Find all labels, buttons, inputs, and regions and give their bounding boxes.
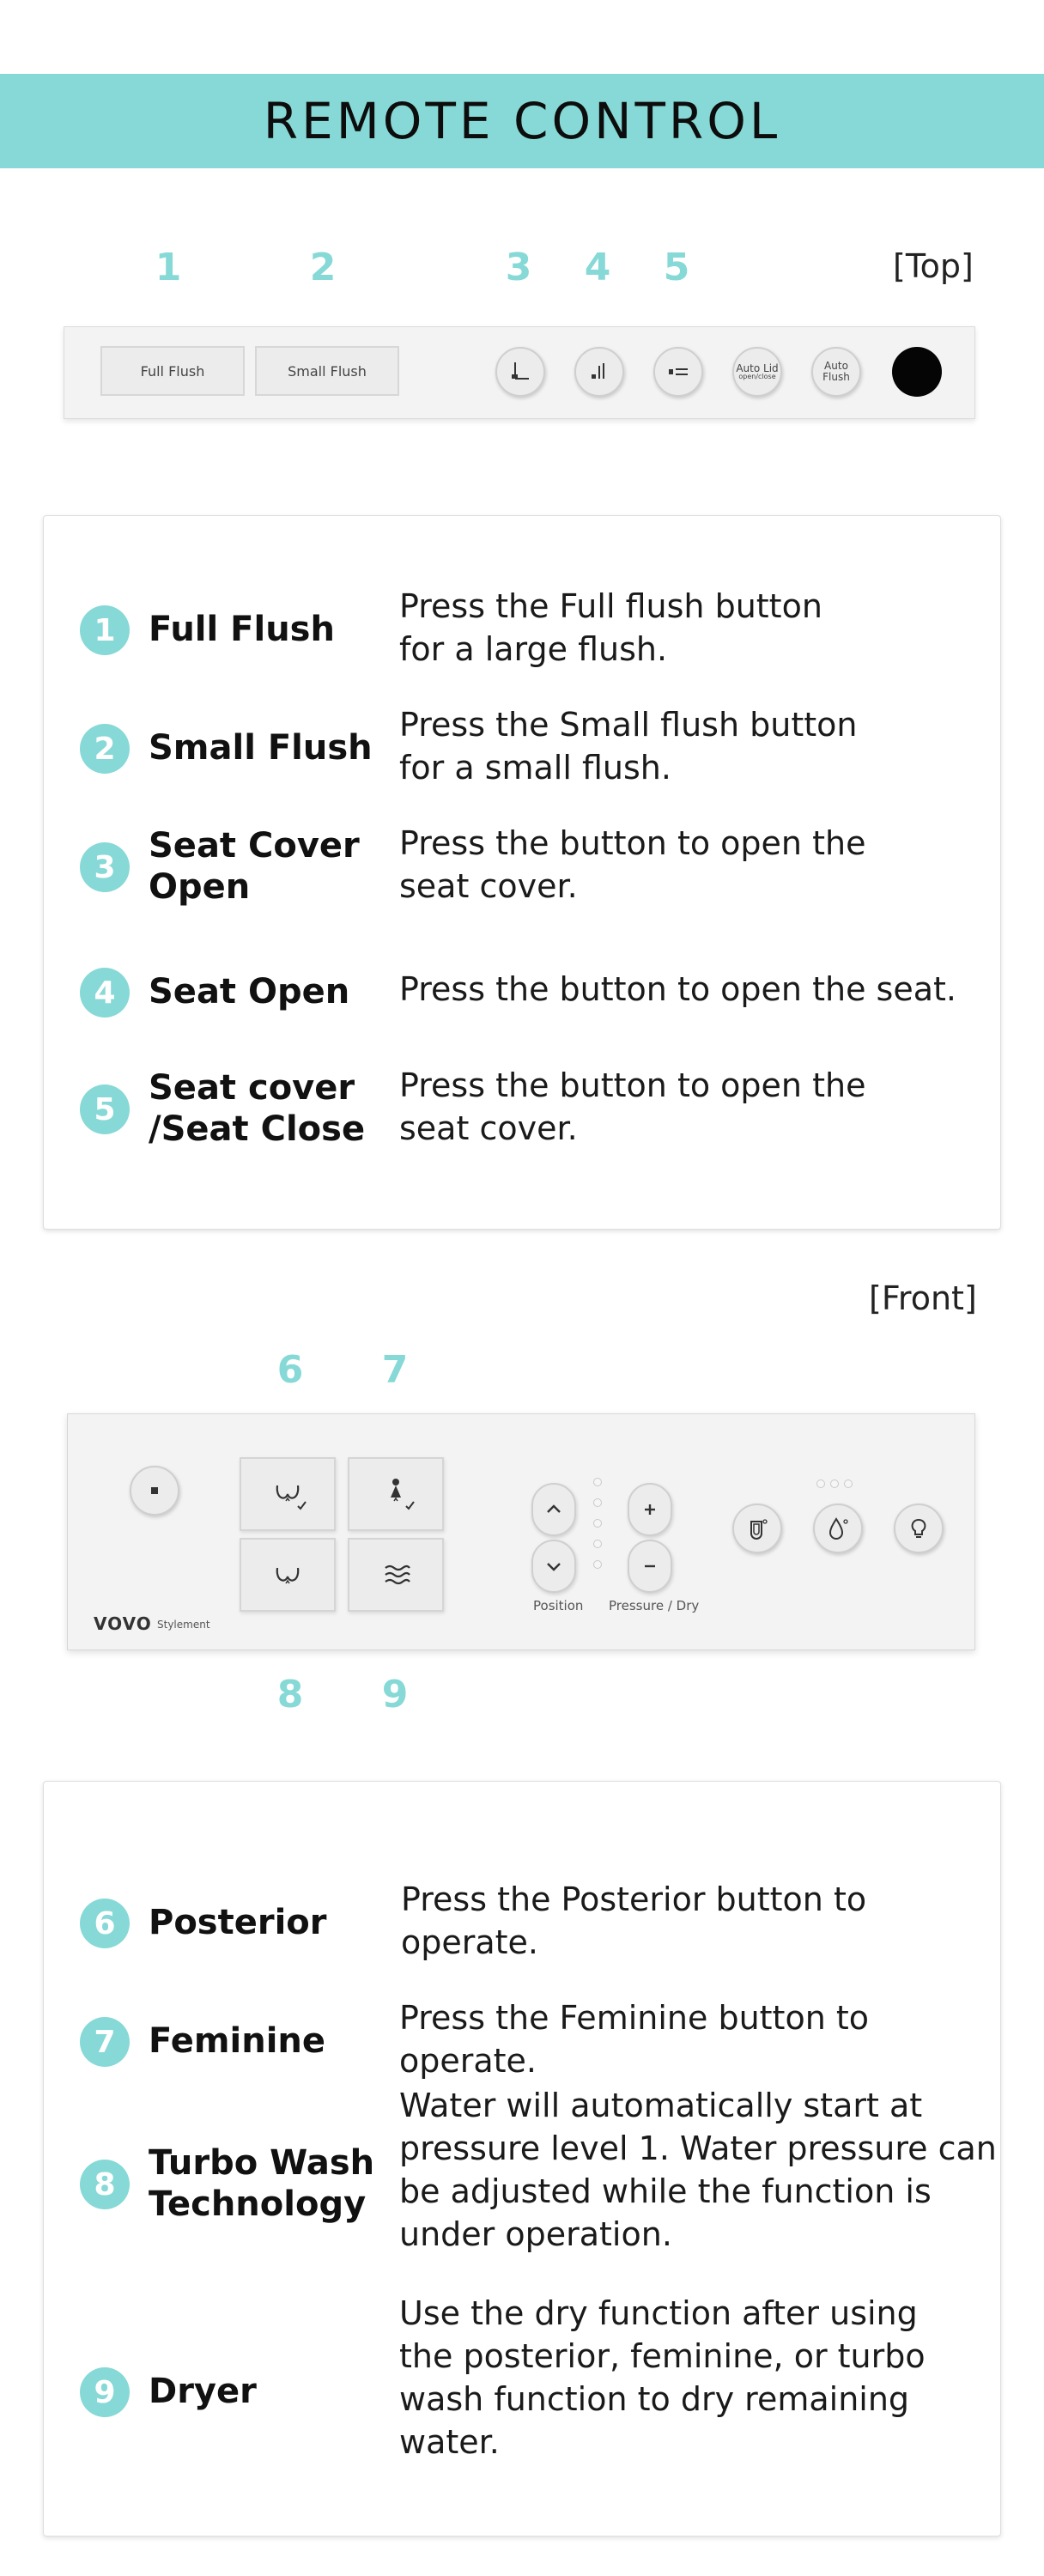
posterior-icon (269, 1475, 307, 1513)
function-description-line3: be adjusted while the function is (399, 2172, 932, 2210)
feminine-button[interactable] (348, 1457, 444, 1531)
function-description-line2: operate. (399, 2042, 537, 2080)
nozzle-clean-icon (743, 1514, 772, 1543)
function-description-line1: Press the Feminine button to (399, 1999, 870, 2037)
sensor-dot (892, 347, 942, 397)
pressure-minus-button[interactable] (628, 1540, 672, 1593)
function-description-line1: Use the dry function after using (399, 2294, 918, 2332)
function-description-line2: operate. (401, 1923, 539, 1961)
indicator-led (830, 1479, 839, 1488)
turbo-wash-button[interactable] (240, 1538, 336, 1612)
pressure-plus-button[interactable] (628, 1483, 672, 1536)
light-bulb-icon (904, 1514, 933, 1543)
auto-flush-button[interactable] (811, 347, 861, 397)
seat-open-button[interactable] (574, 347, 624, 397)
function-name: Posterior (149, 1903, 327, 1942)
function-name: Small Flush (149, 728, 373, 768)
auto-lid-button[interactable] (732, 347, 782, 397)
top-functions-card (43, 515, 1001, 1230)
function-description-line2: for a large flush. (399, 630, 668, 668)
position-down-button[interactable] (531, 1540, 576, 1593)
water-drop-icon (823, 1514, 853, 1543)
badge-number: 1 (80, 605, 130, 655)
badge-number: 4 (80, 968, 130, 1018)
chevron-up-icon (542, 1498, 566, 1522)
chevron-down-icon (542, 1554, 566, 1578)
dryer-wave-icon (377, 1556, 415, 1594)
callout-number-5: 5 (663, 246, 690, 289)
stop-icon (140, 1476, 169, 1505)
feminine-icon (377, 1475, 415, 1513)
top-view-label: [Top] (893, 247, 974, 285)
page-title: REMOTE CONTROL (263, 92, 781, 150)
header-banner (0, 74, 1044, 168)
function-name-line2: /Seat Close (149, 1109, 366, 1149)
indicator-led (816, 1479, 825, 1488)
function-description-line2: for a small flush. (399, 749, 671, 787)
dryer-button[interactable] (348, 1538, 444, 1612)
front-view-label: [Front] (869, 1279, 977, 1317)
seat-cover-open-button[interactable] (495, 347, 545, 397)
seat-cover-open-icon (506, 357, 535, 386)
function-description-line1: Press the Small flush button (399, 706, 858, 744)
auto-flush-label-line1: Auto (824, 360, 848, 373)
function-description-line4: water. (399, 2423, 500, 2461)
function-description-line4: under operation. (399, 2215, 672, 2253)
level-led (593, 1478, 602, 1486)
function-description-line1: Press the Posterior button to (401, 1880, 867, 1918)
badge-number: 7 (80, 2017, 130, 2067)
pressure-dry-label: Pressure / Dry (609, 1598, 700, 1613)
callout-number-6: 6 (276, 1348, 304, 1392)
function-name: Seat Open (149, 972, 350, 1012)
callout-number-4: 4 (584, 246, 611, 289)
function-name-line2: Open (149, 867, 251, 907)
badge-number: 3 (80, 842, 130, 892)
function-name: Full Flush (149, 610, 335, 649)
function-name: Feminine (149, 2021, 326, 2061)
minus-icon (638, 1554, 662, 1578)
level-led (593, 1498, 602, 1507)
position-label: Position (533, 1598, 584, 1613)
function-description-line1: Press the button to open the (399, 824, 866, 862)
function-description-line1: Press the button to open the seat. (399, 970, 956, 1008)
function-description-line1: Press the Full flush button (399, 587, 822, 625)
remote-front-panel (67, 1413, 975, 1650)
function-name: Dryer (149, 2372, 257, 2411)
callout-number-1: 1 (155, 246, 182, 289)
brand-subtitle: Stylement (157, 1619, 210, 1631)
nozzle-clean-button[interactable] (732, 1504, 782, 1553)
function-description-line3: wash function to dry remaining (399, 2380, 910, 2418)
night-light-button[interactable] (894, 1504, 944, 1553)
auto-lid-label: Auto Lid (736, 361, 779, 374)
full-flush-button[interactable]: Full Flush (100, 346, 245, 396)
function-name-line1: Seat Cover (149, 826, 360, 866)
function-description-line2: pressure level 1. Water pressure can (399, 2129, 997, 2167)
auto-lid-sublabel: open/close (738, 373, 776, 381)
callout-number-8: 8 (276, 1673, 304, 1716)
badge-number: 9 (80, 2367, 130, 2417)
function-description-line1: Water will automatically start at (399, 2087, 923, 2124)
level-led (593, 1560, 602, 1569)
seat-open-icon (585, 357, 614, 386)
front-functions-card (43, 1781, 1001, 2537)
stop-button[interactable] (130, 1466, 179, 1516)
badge-number: 6 (80, 1899, 130, 1948)
function-description-line2: seat cover. (399, 1109, 578, 1147)
remote-top-panel (64, 326, 975, 419)
function-name-line1: Seat cover (149, 1068, 355, 1108)
badge-number: 2 (80, 724, 130, 774)
seat-close-button[interactable] (653, 347, 703, 397)
auto-flush-label-line2: Flush (822, 371, 850, 383)
water-temperature-button[interactable] (813, 1504, 863, 1553)
turbo-wash-icon (269, 1556, 307, 1594)
callout-number-3: 3 (505, 246, 532, 289)
function-name-line1: Turbo Wash (149, 2143, 375, 2183)
function-description-line1: Press the button to open the (399, 1066, 866, 1104)
function-description-line2: the posterior, feminine, or turbo (399, 2337, 926, 2375)
badge-number: 8 (80, 2160, 130, 2209)
function-name-line2: Technology (149, 2184, 367, 2224)
callout-number-2: 2 (309, 246, 337, 289)
level-led (593, 1519, 602, 1528)
callout-number-9: 9 (381, 1673, 409, 1716)
function-description-line2: seat cover. (399, 867, 578, 905)
brand-logo: VOVO (94, 1613, 152, 1634)
seat-close-icon (664, 357, 693, 386)
position-up-button[interactable] (531, 1483, 576, 1536)
indicator-led (844, 1479, 853, 1488)
plus-icon (638, 1498, 662, 1522)
badge-number: 5 (80, 1084, 130, 1134)
posterior-button[interactable] (240, 1457, 336, 1531)
callout-number-7: 7 (381, 1348, 409, 1392)
level-led (593, 1540, 602, 1548)
small-flush-button[interactable]: Small Flush (255, 346, 399, 396)
